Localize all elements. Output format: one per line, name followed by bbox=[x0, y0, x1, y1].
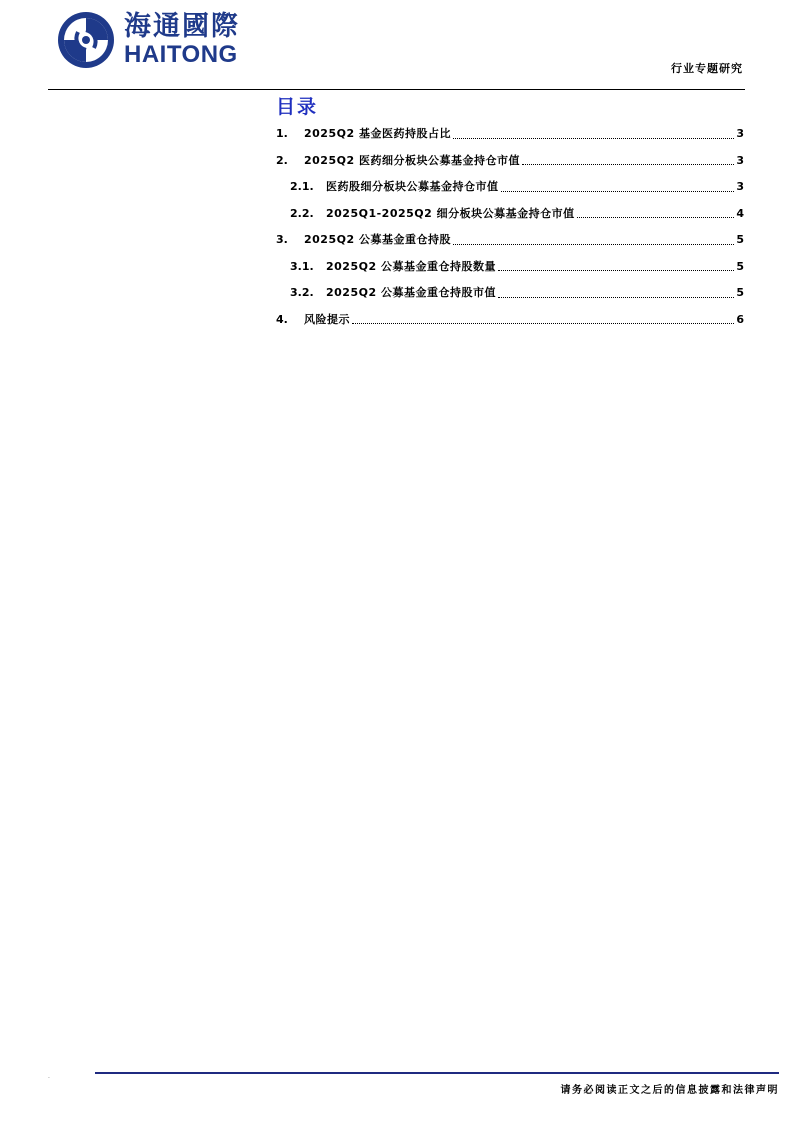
toc-title: 目录 bbox=[276, 96, 319, 118]
toc-item-number: 1. bbox=[276, 127, 288, 140]
toc-item-2[interactable] bbox=[276, 148, 744, 175]
toc-item-page: 3 bbox=[736, 127, 744, 140]
toc-item-page: 4 bbox=[736, 206, 744, 220]
toc-item-text: 2025Q1-2025Q2 细分板块公募基金持仓市值 bbox=[326, 206, 575, 220]
toc-item-page: 5 bbox=[736, 286, 744, 299]
toc-item-text: 医药股细分板块公募基金持仓市值 bbox=[326, 180, 499, 193]
toc-item-page: 5 bbox=[736, 259, 744, 273]
toc-item-number: 3.2. bbox=[290, 286, 314, 299]
toc-item-text: 2025Q2 基金医药持股占比 bbox=[304, 127, 451, 140]
footer-divider bbox=[95, 1072, 779, 1074]
toc-dot-leader bbox=[352, 323, 734, 324]
toc-dot-leader bbox=[453, 138, 734, 139]
toc-item-2-1[interactable] bbox=[276, 174, 744, 201]
footer-mark: · bbox=[48, 1075, 50, 1082]
toc-item-3-1[interactable] bbox=[276, 254, 744, 281]
logo-english-name: HAITONG bbox=[124, 41, 238, 68]
toc-item-number: 2.1. bbox=[290, 180, 314, 193]
toc-item-page: 6 bbox=[736, 312, 744, 326]
toc-item-number: 3.1. bbox=[290, 259, 314, 273]
report-type-label: 行业专题研究 bbox=[671, 62, 743, 75]
toc-dot-leader bbox=[522, 164, 734, 165]
toc-item-3[interactable] bbox=[276, 227, 744, 254]
toc-item-text: 2025Q2 医药细分板块公募基金持仓市值 bbox=[304, 153, 520, 167]
toc-dot-leader bbox=[453, 244, 734, 245]
toc-item-number: 2. bbox=[276, 153, 288, 167]
toc-item-2-2[interactable] bbox=[276, 201, 744, 228]
toc-item-number: 3. bbox=[276, 233, 288, 246]
header-divider bbox=[48, 89, 745, 90]
toc-item-text: 2025Q2 公募基金重仓持股数量 bbox=[326, 259, 496, 273]
toc-item-number: 2.2. bbox=[290, 206, 314, 220]
toc-item-text: 2025Q2 公募基金重仓持股市值 bbox=[326, 286, 496, 299]
toc-item-1[interactable] bbox=[276, 121, 744, 148]
table-of-contents bbox=[276, 121, 744, 333]
toc-item-text: 2025Q2 公募基金重仓持股 bbox=[304, 233, 451, 246]
toc-dot-leader bbox=[498, 270, 734, 271]
toc-dot-leader bbox=[577, 217, 734, 218]
toc-item-page: 3 bbox=[736, 180, 744, 193]
toc-item-page: 5 bbox=[736, 233, 744, 246]
toc-dot-leader bbox=[498, 297, 734, 298]
toc-item-3-2[interactable] bbox=[276, 280, 744, 307]
toc-dot-leader bbox=[501, 191, 735, 192]
footer-disclaimer: 请务必阅读正文之后的信息披露和法律声明 bbox=[560, 1085, 779, 1096]
toc-item-text: 风险提示 bbox=[304, 312, 350, 326]
toc-item-page: 3 bbox=[736, 153, 744, 167]
toc-item-number: 4. bbox=[276, 312, 288, 326]
toc-item-4[interactable] bbox=[276, 307, 744, 334]
logo-chinese-name: 海通國際 bbox=[124, 11, 240, 42]
haitong-logo-icon bbox=[56, 10, 116, 70]
